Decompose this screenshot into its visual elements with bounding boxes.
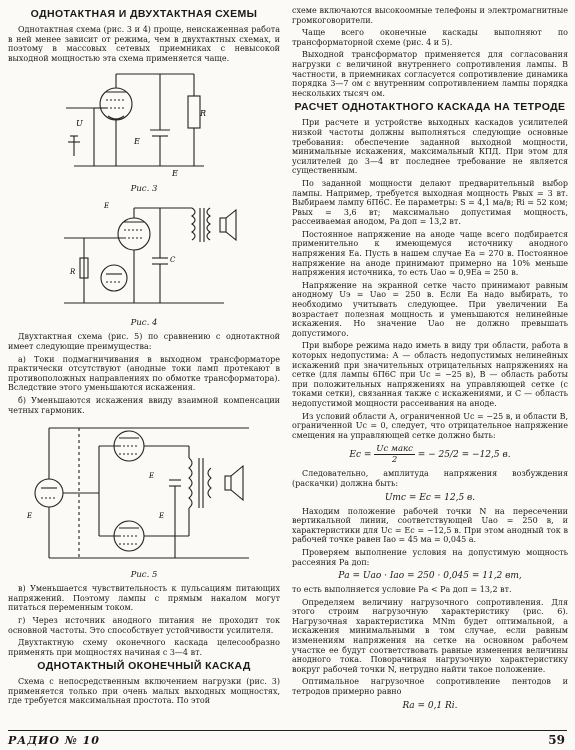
formula-drive-amplitude: Umc = Ec = 12,5 в. [384,492,476,503]
paragraph: схеме включаются высокоомные телефоны и электромагнитные громкоговорители. [292,6,568,25]
left-column [8,6,280,709]
formula-bias-rhs: = − 25/2 = −12,5 в. [417,450,511,461]
paragraph: Проверяем выполнение условия на допустимую мощность рассеяния Pа доп: [292,547,568,567]
paragraph: Из условий области А, ограниченной Uc = −25 в, и области В, ограниченной Uc = 0, следует, что отрицательное напряжение смещения на управляющей сетке должно быть: [292,411,568,440]
paragraph: Определяем величину нагрузочного сопротивления. Для этого строим нагрузочную характеристику (рис. 6). Нагрузочная характеристика MNm будет оптимальной, а искажения минимальными в том случае, если равным изменениям напряжения на сетке на основном рабочем участке ее будут соответствовать равные изменения величины анодного тока. Поворачивая нагрузочную характеристику вокруг рабочей точки N, нетрудно найти такое положение. [292,597,568,674]
section-heading-tetrode-calc: РАСЧЕТ ОДНОТАКТНОГО КАСКАДА НА ТЕТРОДЕ [294,101,566,114]
figure-4-circuit [44,198,244,316]
formula-bias-fraction [374,444,415,465]
paragraph: Следовательно, амплитуда напряжения возбуждения (раскачки) должна быть: [292,469,568,488]
paragraph: Двухтактную схему оконечного каскада целесообразно применять при мощностях начиная с 3—4 вт. [8,638,280,657]
paragraph: Двухтактная схема (рис. 5) по сравнению с однотактной имеет следующие преимущества: [8,332,280,351]
paragraph: в) Уменьшается чувствительность к пульсациям питающих напряжений. Поэтому лампы с прямым накалом могут питаться переменным током. [8,584,280,613]
figure-3-caption: Рис. 3 [130,184,158,195]
paragraph: По заданной мощности делают предварительный выбор лампы. Например, требуется выходная мощность Pвых = 3 вт. Выбираем лампу 6П6С. Ее параметры: S = 4,1 ма/в; Ri = 52 ком; Pвых = 3,6 вт; максимально допустимая мощность, рассеиваемая анодом, Pа доп = 13,2 вт. [292,178,568,227]
paragraph: б) Уменьшаются искажения ввиду взаимной компенсации четных гармоник. [8,395,280,415]
figure-3-circuit [54,66,234,182]
footer-rule [8,730,567,731]
formula-bias-numerator: Uc макс [376,444,413,455]
right-column [292,6,568,715]
svg-text:R: R [70,268,76,277]
paragraph: Однотактная схема (рис. 3 и 4) проще, неискаженная работа в ней менее зависит от режима, чем в двухтактных схемах, и поэтому в массовых сетевых приемниках с невысокой выходной мощностью эта схема применяется чаще. [8,25,280,63]
section-heading-single-stage: ОДНОТАКТНЫЙ ОКОНЕЧНЫЙ КАСКАД [37,660,251,673]
formula-bias [292,444,568,465]
page-footer [0,726,575,748]
paragraph: Выходной трансформатор применяется для согласования нагрузки с величиной внутреннего сопротивления лампы. В частности, в приемниках согласуется сопротивление динамика порядка 3—7 ом с внутренним сопротивлением лампы порядка нескольких тысяч ом. [292,50,568,98]
paragraph: Оптимальное нагрузочное сопротивление пентодов и тетродов примерно равно [292,677,568,697]
formula-load-resistance: Rа = 0,1 Ri. [402,700,458,711]
formula-bias-denominator: 2 [391,455,398,466]
figure-4-caption: Рис. 4 [130,318,158,329]
svg-text:U: U [76,119,83,129]
paragraph: Постоянное напряжение на аноде чаще всего подбирается применительно к имеющемуся источнику анодного напряжения Eа. Пусть в нашем случае Eа = 270 в. Постоянное напряжение на аноде принимают примерно на 10% меньше напряжения источника, то есть Uао ≈ 0,9Eа = 250 в. [292,229,568,278]
svg-text:C: C [170,256,176,265]
paragraph: а) Токи подмагничивания в выходном трансформаторе практически отсутствуют (анодные токи ламп протекают в противоположных направлениях по обмотке трансформатора). Вследствие этого уменьшаются искажения. [8,354,280,393]
section-heading-single-double: ОДНОТАКТНАЯ И ДВУХТАКТНАЯ СХЕМЫ [30,8,258,20]
svg-text:E: E [172,169,178,179]
paragraph: Схема с непосредственным включением нагрузки (рис. 3) применяется только при очень малых выходных мощностях, где требуется максимальная простота. По этой [8,677,280,706]
magazine-issue: РАДИО № 10 [8,734,100,747]
paragraph: Находим положение рабочей точки N на пересечении вертикальной линии, соответствующей Uао = 250 в, и характеристики для Uc = Ec = −12,5 в. При этом анодный ток в рабочей точке равен Iао = 45 ма = 0,045 а. [292,506,568,545]
paragraph: Чаще всего оконечные каскады выполняют по трансформаторной схеме (рис. 4 и 5). [292,28,568,47]
paragraph: то есть выполняется условие Pа < Pа доп = 13,2 вт. [292,585,512,595]
paragraph: При выборе режима надо иметь в виду три области, работа в которых недопустима: А — область недопустимых нелинейных искажений при значительных отрицательных напряжениях на сетке (для лампы 6П6С при Uc = −25 в), В — область работы при положительных напряжениях на управляющей сетке (с токами сетки), связанная также с искажениями, и С — область недопустимой мощности рассеивания на аноде. [292,341,568,408]
svg-text:E: E [27,512,33,521]
formula-dissipation: Pа = Uао · Iао = 250 · 0,045 = 11,2 вт, [338,571,522,582]
formula-bias-lhs: Ec = [349,450,372,461]
page-number: 59 [548,733,565,747]
svg-text:E: E [104,202,110,211]
paragraph: При расчете и устройстве выходных каскадов усилителей низкой частоты должны выполняться следующие основные требования: обеспечение заданной выходной мощности, минимальные искажения, максимальный КПД. При этом для усилителей до 3—4 вт последнее требование не является существенным. [292,118,568,176]
svg-text:E: E [149,472,155,481]
paragraph: г) Через источник анодного питания не проходит ток основной частоты. Это способствует устойчивости усилителя. [8,615,280,635]
svg-text:E: E [159,512,165,521]
svg-text:E: E [134,137,140,147]
figure-5-circuit [19,418,269,568]
paragraph: Напряжение на экранной сетке часто принимают равным анодному Uэ = Uао = 250 в. Если Eа надо выбирать, то необходимо учитывать следующее. При увеличении Eа возрастает полезная мощность и уменьшаются нелинейные искажения. Но значение Uао не должно превышать допустимого. [292,280,568,338]
svg-text:R: R [200,109,207,119]
figure-5-caption: Рис. 5 [130,570,158,581]
